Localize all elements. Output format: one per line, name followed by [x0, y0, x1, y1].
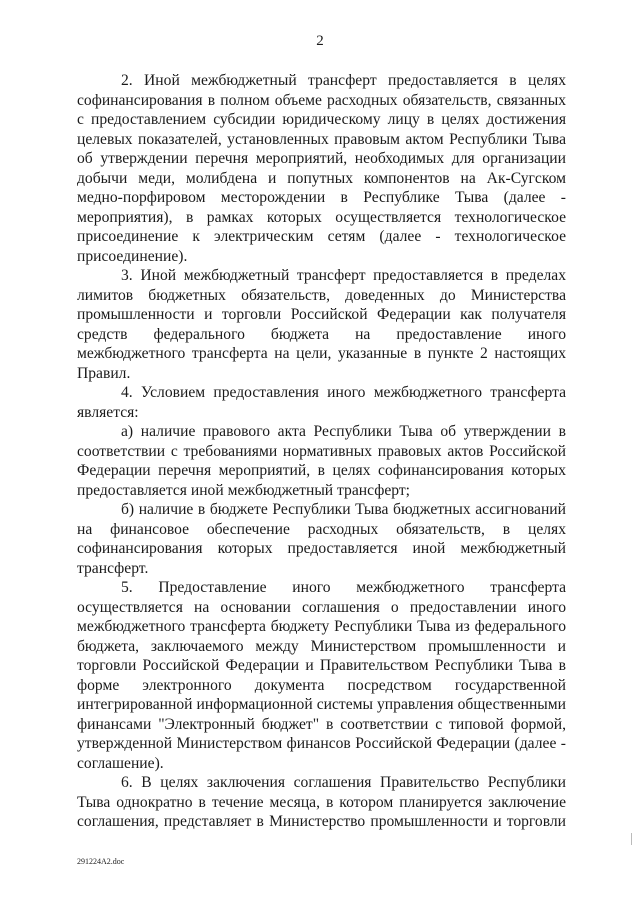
- document-file-code: 291224A2.doc: [77, 857, 125, 866]
- paragraph-7: 6. В целях заключения соглашения Правительство Республики Тыва однократно в течение месяца, в котором планируется заключение соглашения, представляет в Министерство промышленности и торговли: [77, 774, 566, 830]
- paragraph-1: 2. Иной межбюджетный трансферт предоставляется в целях софинансирования в полном объеме расходных обязательств, связанных с предоставлением субсидии юридическому лицу в целях достижения целевых показателей, установленных правовым актом Республики Тыва об утверждении перечня мероприятий, необходимых для организации добычи меди, молибдена и попутных компонентов на Ак-Сугском медно-порфировом месторождении в Республике Тыва (далее - мероприятия), в рамках которых осуществляется технологическое присоединение к электрическим сетям (далее - технологическое присоединение).: [77, 72, 566, 265]
- paragraph-3: 4. Условием предоставления иного межбюджетного трансферта является:: [77, 384, 566, 421]
- paragraph-6: 5. Предоставление иного межбюджетного трансферта осуществляется на основании соглашения о предоставлении иного межбюджетного трансферта бюджету Республики Тыва из федерального бюджета, заключаемого между Министерством промышленности и торговли Российской Федерации и Правительством Республики Тыва в форме электронного документа посредством государственной интегрированной информационной системы управления общественными финансами "Электронный бюджет" в соответствии с типовой формой, утвержденной Министерством финансов Российской Федерации (далее - соглашение).: [77, 579, 566, 772]
- document-body: [77, 71, 566, 832]
- page-number: 2: [316, 33, 324, 49]
- scan-edge-mark: [631, 833, 632, 845]
- paragraph-2: 3. Иной межбюджетный трансферт предоставляется в пределах лимитов бюджетных обязательств, доведенных до Министерства промышленности и торговли Российской Федерации как получателя средств федерального бюджета на предоставление иного межбюджетного трансферта на цели, указанные в пункте 2 настоящих Правил.: [77, 267, 566, 382]
- paragraph-4: а) наличие правового акта Республики Тыва об утверждении в соответствии с требованиями нормативных правовых актов Российской Федерации перечня мероприятий, в целях софинансирования которых предоставляется иной межбюджетный трансферт;: [77, 423, 566, 499]
- paragraph-5: б) наличие в бюджете Республики Тыва бюджетных ассигнований на финансовое обеспечение расходных обязательств, в целях софинансирования которых предоставляется иной межбюджетный трансферт.: [77, 501, 566, 577]
